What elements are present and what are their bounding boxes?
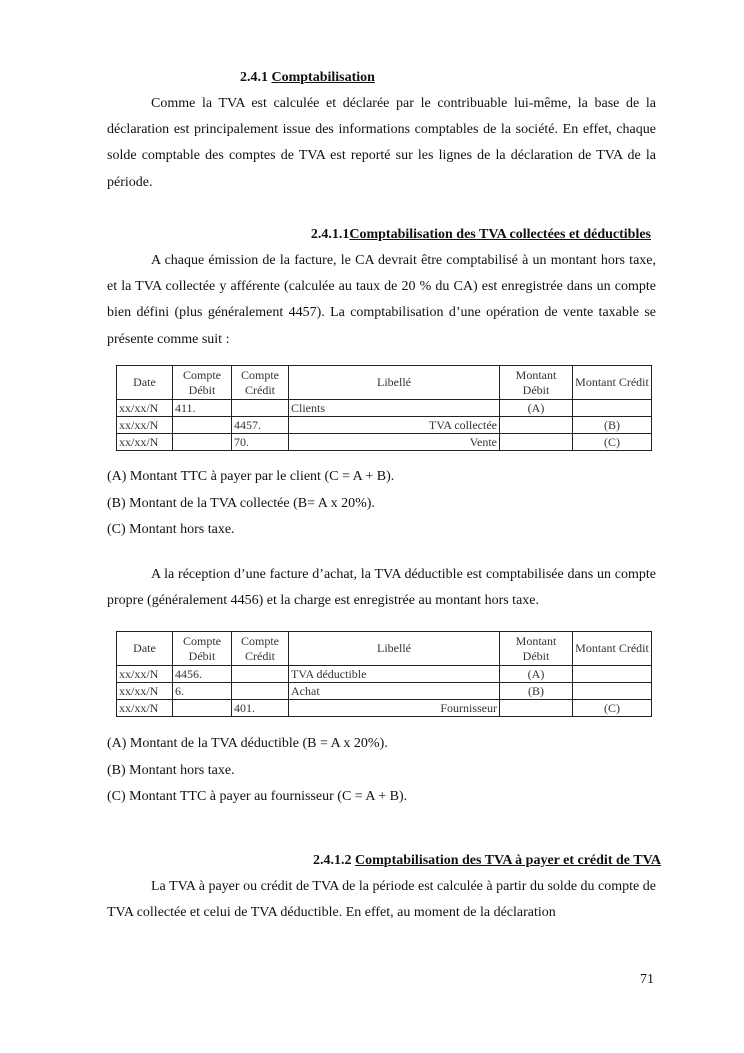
column-header: Compte Débit [173,366,232,400]
table-note: (B) Montant de la TVA collectée (B= A x 20%). [107,495,375,511]
montant-debit-cell: (B) [500,683,573,700]
libelle-cell: TVA collectée [289,417,500,434]
column-header: Date [117,632,173,666]
column-header: Date [117,366,173,400]
journal-table-sales [116,365,652,451]
compte-credit-cell [232,683,289,700]
table-header-row [117,366,652,400]
table-header-row [117,632,652,666]
table-note: (C) Montant hors taxe. [107,522,235,537]
compte-debit-cell [173,417,232,434]
paragraph-3: A la réception d’une facture d’achat, la TVA déductible est comptabilisée dans un compte propre (généralement 4456) et la charge est enregistrée au montant hors taxe. [107,567,656,609]
montant-debit-cell [500,700,573,717]
date-cell: xx/xx/N [117,683,173,700]
montant-credit-cell [573,683,652,700]
table-row [117,434,652,451]
date-cell: xx/xx/N [117,417,173,434]
montant-credit-cell [573,400,652,417]
heading-2-4-1-2: 2.4.1.2 Comptabilisation des TVA à payer et crédit de TVA [313,853,661,868]
column-header: Montant Crédit [573,366,652,400]
table-row [117,700,652,717]
heading-2-4-1: 2.4.1 Comptabilisation [240,70,375,85]
libelle-cell: Achat [289,683,500,700]
compte-debit-cell: 411. [173,400,232,417]
column-header: Compte Débit [173,632,232,666]
montant-credit-cell: (B) [573,417,652,434]
column-header: Compte Crédit [232,632,289,666]
compte-debit-cell: 6. [173,683,232,700]
date-cell: xx/xx/N [117,434,173,451]
libelle-cell: Clients [289,400,500,417]
montant-debit-cell [500,434,573,451]
column-header: Libellé [289,632,500,666]
libelle-cell: Fournisseur [289,700,500,717]
montant-debit-cell: (A) [500,666,573,683]
compte-debit-cell [173,434,232,451]
montant-credit-cell: (C) [573,434,652,451]
table-note: (A) Montant de la TVA déductible (B = A x 20%). [107,736,388,751]
compte-credit-cell: 70. [232,434,289,451]
libelle-cell: TVA déductible [289,666,500,683]
table-row [117,400,652,417]
column-header: Montant Débit [500,366,573,400]
table-row [117,666,652,683]
paragraph-1: Comme la TVA est calculée et déclarée par le contribuable lui-même, la base de la déclaration est principalement issue des informations comptables de la société. En effet, chaque solde comptable des comptes de TVA est reporté sur les lignes de la déclaration de TVA de la période. [107,96,656,190]
heading-2-4-1-1: 2.4.1.1Comptabilisation des TVA collectées et déductibles [310,227,651,242]
montant-debit-cell: (A) [500,400,573,417]
compte-credit-cell [232,400,289,417]
column-header: Compte Crédit [232,366,289,400]
table-row [117,417,652,434]
libelle-cell: Vente [289,434,500,451]
compte-credit-cell: 4457. [232,417,289,434]
column-header: Montant Crédit [573,632,652,666]
date-cell: xx/xx/N [117,700,173,717]
montant-credit-cell: (C) [573,700,652,717]
column-header: Montant Débit [500,632,573,666]
table-row [117,683,652,700]
column-header: Libellé [289,366,500,400]
journal-table-purchases [116,631,652,717]
compte-debit-cell: 4456. [173,666,232,683]
date-cell: xx/xx/N [117,400,173,417]
page-number: 71 [640,972,654,987]
paragraph-2: A chaque émission de la facture, le CA devrait être comptabilisé à un montant hors taxe, et la TVA collectée y afférente (calculée au taux de 20 % du CA) est enregistrée dans un compte bien défini (plus généralement 4457). La comptabilisation d’une opération de vente taxable se présente comme suit : [107,253,656,347]
paragraph-4: La TVA à payer ou crédit de TVA de la période est calculée à partir du solde du compte de TVA collectée et celui de TVA déductible. En effet, au moment de la déclaration [107,879,656,921]
montant-debit-cell [500,417,573,434]
table-note: (C) Montant TTC à payer au fournisseur (C = A + B). [107,789,408,804]
table-note: (A) Montant TTC à payer par le client (C = A + B). [107,469,395,484]
compte-debit-cell [173,700,232,717]
table-note: (B) Montant hors taxe. [107,762,235,778]
date-cell: xx/xx/N [117,666,173,683]
compte-credit-cell [232,666,289,683]
montant-credit-cell [573,666,652,683]
compte-credit-cell: 401. [232,700,289,717]
